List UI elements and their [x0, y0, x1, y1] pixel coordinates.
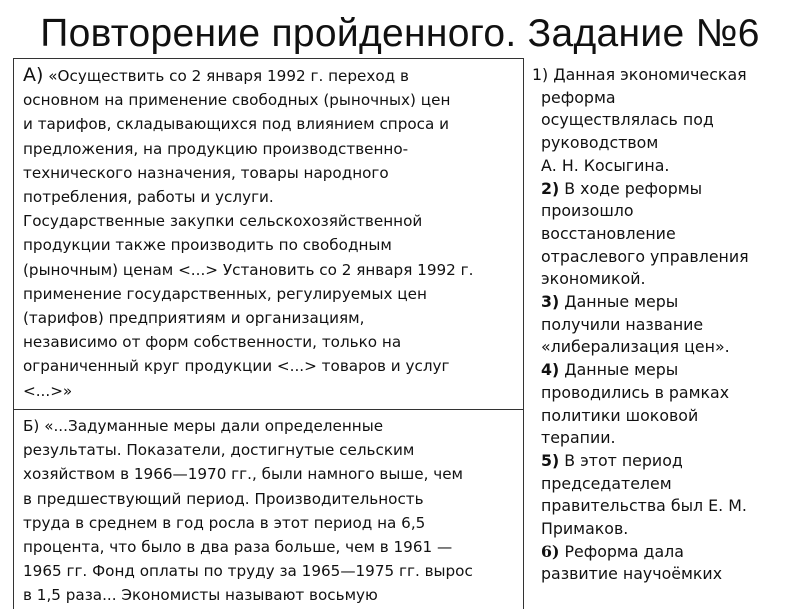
source-b-line: Б) «...Задуманные меры дали определенные: [23, 417, 384, 435]
statement-line: восстановление: [541, 223, 676, 243]
statement-line: Примаков.: [541, 519, 629, 539]
statement-line: отраслевого управления: [541, 246, 749, 266]
source-a-line: (тарифов) предприятиям и организациям,: [23, 309, 365, 328]
statement-line: руководством: [541, 133, 659, 153]
source-b-line: результаты. Показатели, достигнутые сельским: [23, 441, 415, 460]
source-b-line: 1965 гг. Фонд оплаты по труду за 1965—1975 гг. вырос: [23, 562, 473, 581]
statements-list: [532, 64, 796, 586]
statement-number: 6): [541, 541, 560, 561]
statement-number: 1): [532, 65, 549, 84]
source-b-line: хозяйством в 1966—1970 гг., были намного выше, чем: [23, 465, 464, 484]
source-a-line: <...>»: [23, 381, 73, 400]
source-b-letter: Б): [23, 417, 40, 435]
statement-line: осуществлялась под: [541, 110, 714, 130]
source-b-box: [13, 409, 524, 609]
statement-line: произошло: [541, 201, 634, 221]
source-a-line: (рыночным) ценам <...> Установить со 2 января 1992 г.: [23, 260, 474, 279]
source-a-line: А) «Осуществить со 2 января 1992 г. переход в: [23, 64, 409, 86]
statement-line: 5) В этот период: [541, 450, 683, 470]
source-a-line: независимо от форм собственности, только на: [23, 333, 402, 352]
statement-number: 2): [541, 178, 560, 198]
source-b-line: в предшествующий период. Производительность: [23, 489, 424, 508]
source-a-line: применение государственных, регулируемых цен: [23, 284, 427, 303]
source-a-line: Государственные закупки сельскохозяйственной: [23, 212, 423, 231]
statement-line: 6) Реформа дала: [541, 541, 684, 561]
statement-number: 5): [541, 450, 560, 470]
source-a-line: ограниченный круг продукции <...> товаров и услуг: [23, 357, 450, 376]
statement-line: реформа: [541, 87, 616, 107]
source-a-letter: А): [23, 64, 44, 86]
source-a-line: и тарифов, складывающихся под влиянием спроса и: [23, 115, 450, 134]
statement-line: правительства был Е. М.: [541, 496, 747, 516]
source-a-line: предложения, на продукцию производственно-: [23, 139, 409, 158]
statement-line: «либерализация цен».: [541, 337, 730, 357]
source-a-line: технического назначения, товары народного: [23, 163, 389, 182]
source-a-line: потребления, работы и услуги.: [23, 188, 274, 207]
source-b-line: труда в среднем в год росла в этот период на 6,5: [23, 513, 426, 532]
statement-line: 2) В ходе реформы: [541, 178, 703, 198]
statement-line: экономикой.: [541, 269, 646, 289]
statement-line: 4) Данные меры: [541, 360, 679, 380]
source-a-line: продукции также производить по свободным: [23, 236, 392, 255]
statement-line: 3) Данные меры: [541, 292, 679, 312]
slide-title: Повторение пройденного. Задание №6: [40, 12, 760, 55]
statement-line: 1) Данная экономическая: [532, 65, 747, 84]
statement-line: получили название: [541, 314, 704, 334]
source-a-line: основном на применение свободных (рыночных) цен: [23, 91, 451, 110]
statement-line: развитие научоёмких: [541, 564, 723, 584]
source-a-box: [13, 58, 524, 410]
statement-line: председателем: [541, 473, 672, 493]
statement-line: А. Н. Косыгина.: [541, 155, 670, 175]
statement-line: терапии.: [541, 428, 616, 448]
statement-line: проводились в рамках: [541, 382, 730, 402]
statement-number: 4): [541, 360, 560, 380]
statement-number: 3): [541, 292, 560, 312]
statement-line: политики шоковой: [541, 405, 699, 425]
source-b-line: в 1,5 раза... Экономисты называют восьмую: [23, 586, 378, 605]
source-b-line: процента, что было в два раза больше, чем в 1961 —: [23, 538, 453, 557]
